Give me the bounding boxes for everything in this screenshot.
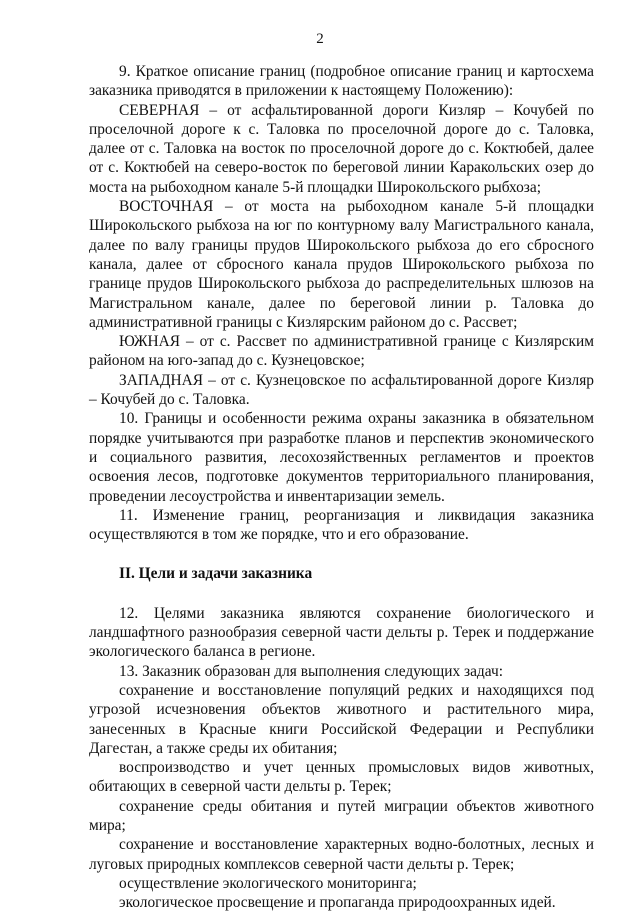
task-item: сохранение и восстановление популяций редких и находящихся под угрозой исчезновения объектов животного и растительного мира, занесенных в Красные книги Российской Федерации и Республики Дагестан, а также среды их обитания; <box>89 681 594 757</box>
paragraph-northern-boundary: СЕВЕРНАЯ – от асфальтированной дороги Кизляр – Кочубей по проселочной дороге к с. Таловка по проселочной дороге до с. Таловка, далее от с. Таловка на восток по проселочной дороге до с. Коктюбей, далее от с. Коктюбей на северо-восток по береговой линии Каракольских озер до моста на рыбоходном канале 5-й площадки Широкольского рыбхоза; <box>89 101 594 196</box>
task-item: сохранение среды обитания и путей миграции объектов животного мира; <box>89 797 594 834</box>
task-item: экологическое просвещение и пропаганда природоохранных идей. <box>119 894 556 912</box>
page-number: 2 <box>316 31 324 47</box>
paragraph-item-12: 12. Целями заказника являются сохранение биологического и ландшафтного разнообразия северной части дельты р. Терек и поддержание экологического баланса в регионе. <box>89 604 594 661</box>
paragraph-eastern-boundary: ВОСТОЧНАЯ – от моста на рыбоходном канале 5-й площадки Широкольского рыбхоза на юг по контурному валу Магистрального канала, далее по валу границы прудов Широкольского рыбхоза до его сбросного канала, далее от сбросного канала прудов Широкольского рыбхоза по границе прудов Широкольского рыбхоза до распределительных шлюзов на Магистральном канале, далее по береговой линии р. Таловка до административной границы с Кизлярским районом до с. Рассвет; <box>89 198 594 331</box>
paragraph-southern-boundary: ЮЖНАЯ – от с. Рассвет по административной границе с Кизлярским районом на юго-запад до с. Кузнецовское; <box>89 333 594 370</box>
paragraph-item-11: 11. Изменение границ, реорганизация и ликвидация заказника осуществляются в том же порядке, что и его образование. <box>89 506 594 544</box>
task-item: сохранение и восстановление характерных водно-болотных, лесных и луговых природных комплексов северной части дельты р. Терек; <box>89 836 594 873</box>
task-item: осуществление экологического мониторинга; <box>119 874 417 892</box>
document-body <box>89 62 594 912</box>
paragraph-western-boundary: ЗАПАДНАЯ – от с. Кузнецовское по асфальтированной дороге Кизляр – Кочубей до с. Таловка. <box>89 371 594 409</box>
paragraph-item-9: 9. Краткое описание границ (подробное описание границ и картосхема заказника приводятся в приложении к настоящему Положению): <box>89 63 594 100</box>
paragraph-item-10: 10. Границы и особенности режима охраны заказника в обязательном порядке учитываются при разработке планов и перспектив экономического и социального развития, лесохозяйственных регламентов и проектов освоения лесов, подготовке документов территориального планирования, проведении лесоустройства и инвентаризации земель. <box>89 410 594 505</box>
paragraph-item-13: 13. Заказник образован для выполнения следующих задач: <box>119 662 503 680</box>
task-item: воспроизводство и учет ценных промысловых видов животных, обитающих в северной части дельты р. Терек; <box>89 759 594 796</box>
section-heading: II. Цели и задачи заказника <box>119 565 313 583</box>
